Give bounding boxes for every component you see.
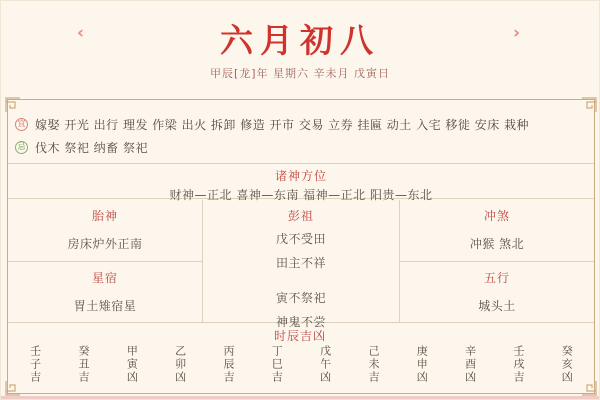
clash-cell bbox=[400, 200, 594, 262]
fetal-god-cell bbox=[8, 200, 202, 262]
grid-left-column bbox=[8, 200, 202, 322]
yi-badge-icon: 宜 bbox=[15, 118, 28, 131]
avoid-row bbox=[15, 139, 593, 155]
hour-slot: 甲寅凶 bbox=[125, 345, 139, 384]
hour-slot: 乙卯凶 bbox=[173, 345, 187, 384]
gods-directions-title: 诸神方位 bbox=[274, 169, 327, 183]
star-mansion-title: 星宿 bbox=[91, 270, 118, 285]
pengzu-title: 彭祖 bbox=[287, 209, 314, 223]
five-elements-cell bbox=[400, 262, 594, 323]
star-mansion-cell bbox=[8, 262, 202, 323]
pengzu-cell bbox=[202, 200, 400, 330]
page-title: 六月初八 bbox=[220, 21, 380, 60]
hour-slot: 己未吉 bbox=[366, 345, 380, 384]
ji-badge-icon: 忌 bbox=[15, 141, 28, 154]
grid-right-column bbox=[400, 200, 594, 322]
fetal-god-content: 房床炉外正南 bbox=[67, 237, 143, 251]
prev-day-button[interactable]: ‹ bbox=[77, 23, 85, 43]
star-mansion-content: 胃土雉宿星 bbox=[73, 298, 137, 313]
gods-directions-content: 财神—正北 喜神—东南 福神—正北 阳贵—东北 bbox=[169, 188, 433, 202]
suitable-activities: 嫁娶 开光 出行 理发 作梁 出火 拆卸 修造 开市 交易 立券 挂匾 动土 入宅 移徙 安床 栽种 bbox=[35, 117, 530, 132]
hour-slot: 壬子吉 bbox=[28, 345, 42, 384]
avoid-activities: 伐木 祭祀 纳畜 祭祀 bbox=[35, 140, 148, 155]
five-elements-content: 城头土 bbox=[478, 298, 516, 313]
hour-slot: 丁巳吉 bbox=[270, 345, 284, 384]
hour-slot: 癸亥凶 bbox=[560, 345, 574, 384]
hour-slot: 癸丑吉 bbox=[76, 345, 90, 384]
hours-luck-title: 时辰吉凶 bbox=[273, 329, 326, 343]
clash-content: 冲猴 煞北 bbox=[469, 237, 525, 251]
fetal-god-title: 胎神 bbox=[91, 209, 118, 223]
hour-slot: 戊午凶 bbox=[318, 345, 332, 384]
bottom-accent-strip bbox=[1, 396, 599, 399]
hour-slot: 壬戌吉 bbox=[511, 345, 525, 384]
five-elements-title: 五行 bbox=[483, 270, 510, 285]
meander-corner-icon bbox=[582, 96, 598, 112]
pengzu-taboo-line: 寅不祭祀 bbox=[275, 290, 326, 305]
suitable-row bbox=[15, 116, 593, 132]
hour-slot: 庚申凶 bbox=[415, 345, 429, 384]
pengzu-taboo-line: 戊不受田 bbox=[275, 232, 326, 246]
gods-directions-section bbox=[8, 163, 594, 202]
next-day-button[interactable]: › bbox=[513, 23, 521, 43]
hour-slot: 辛酉凶 bbox=[463, 345, 477, 384]
almanac-grid bbox=[8, 200, 594, 330]
clash-title: 冲煞 bbox=[483, 209, 510, 223]
hours-luck-row bbox=[11, 345, 591, 391]
pengzu-taboo-line: 田主不祥 bbox=[275, 256, 326, 271]
date-subtitle: 甲辰[龙]年 星期六 辛未月 戊寅日 bbox=[209, 67, 391, 80]
pengzu-taboo-line: 神鬼不尝 bbox=[275, 315, 326, 330]
meander-corner-icon bbox=[4, 96, 20, 112]
hour-slot: 丙辰吉 bbox=[221, 345, 235, 384]
